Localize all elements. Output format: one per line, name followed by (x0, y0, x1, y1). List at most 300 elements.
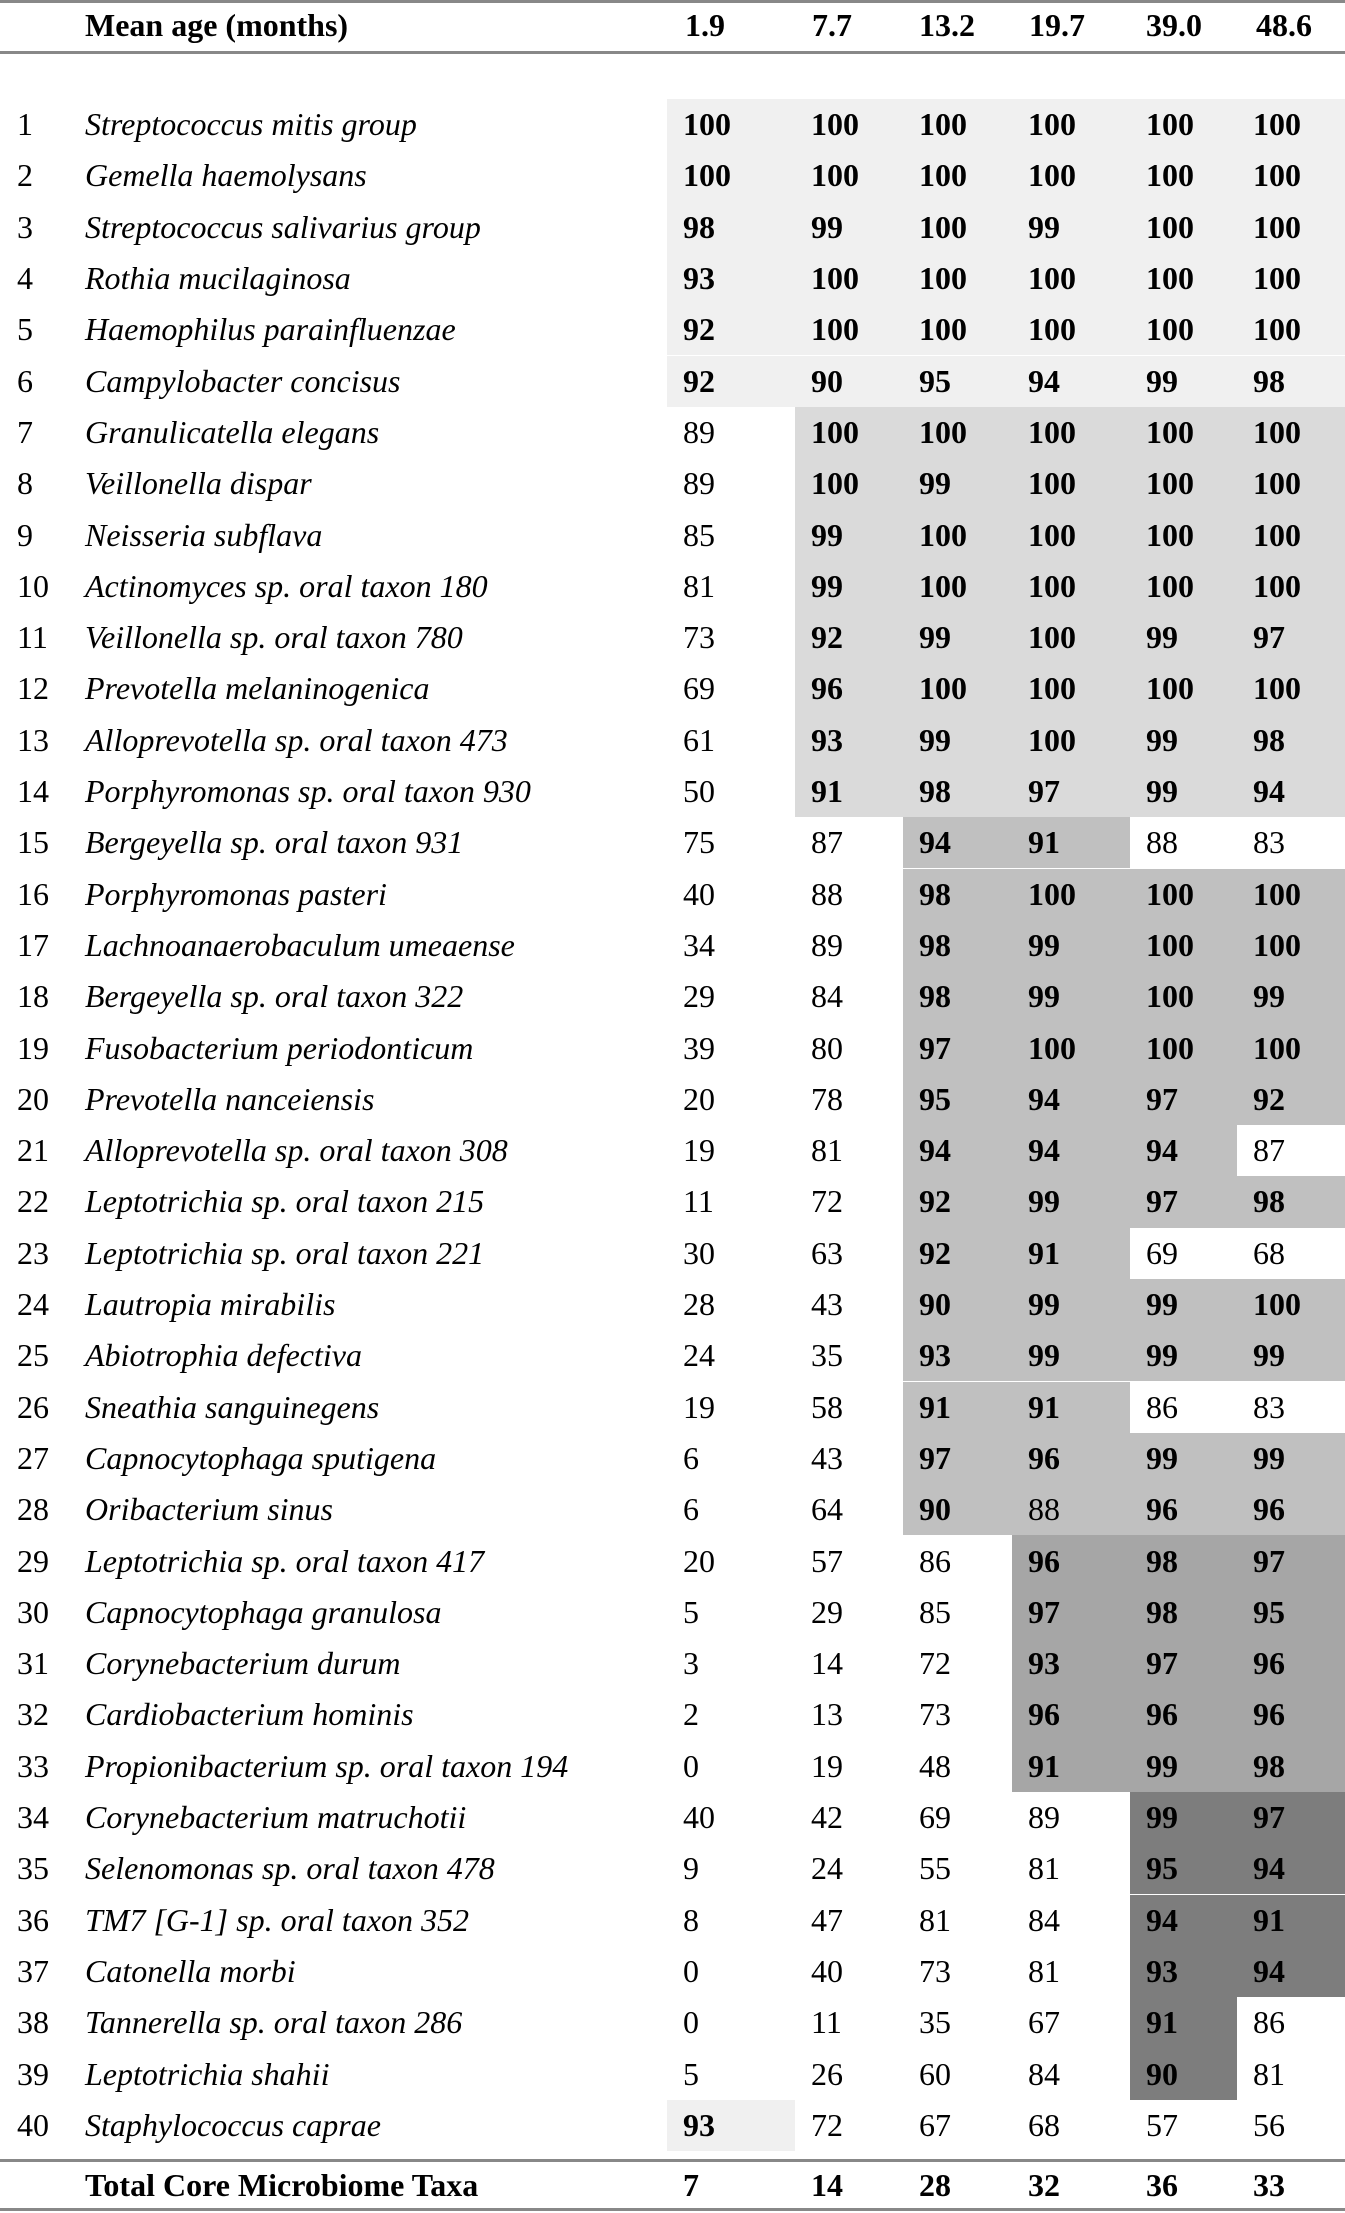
prevalence-cell: 29 (683, 978, 715, 1015)
row-number: 40 (17, 2106, 49, 2143)
prevalence-cell: 100 (1130, 150, 1237, 201)
taxon-name: Actinomyces sp. oral taxon 180 (85, 567, 488, 604)
prevalence-cell: 0 (683, 1952, 699, 1989)
prevalence-cell: 68 (1028, 2106, 1060, 2143)
prevalence-cell: 100 (1012, 715, 1130, 766)
prevalence-cell: 100 (903, 202, 1012, 253)
prevalence-cell: 5 (683, 2055, 699, 2092)
prevalence-cell: 40 (683, 875, 715, 912)
prevalence-cell: 100 (667, 99, 795, 150)
table-row (0, 1125, 1345, 1176)
prevalence-cell: 50 (683, 773, 715, 810)
prevalence-cell: 86 (1146, 1388, 1178, 1425)
prevalence-cell: 43 (811, 1439, 843, 1476)
taxon-name: Leptotrichia shahii (85, 2055, 330, 2092)
taxon-name: Granulicatella elegans (85, 413, 380, 450)
prevalence-cell: 92 (795, 612, 903, 663)
prevalence-cell: 99 (1130, 766, 1237, 817)
prevalence-cell: 100 (903, 509, 1012, 560)
table-row (0, 1484, 1345, 1535)
prevalence-cell: 68 (1253, 1234, 1285, 1271)
row-number: 32 (17, 1696, 49, 1733)
prevalence-cell: 28 (683, 1286, 715, 1323)
table-row (0, 1433, 1345, 1484)
prevalence-cell: 87 (811, 824, 843, 861)
taxon-name: Prevotella melaninogenica (85, 670, 430, 707)
prevalence-cell: 99 (1237, 1330, 1345, 1381)
prevalence-cell: 100 (1130, 1022, 1237, 1073)
row-number: 23 (17, 1234, 49, 1271)
row-number: 14 (17, 773, 49, 810)
prevalence-cell: 57 (1146, 2106, 1178, 2143)
row-number: 39 (17, 2055, 49, 2092)
row-number: 15 (17, 824, 49, 861)
taxon-name: Porphyromonas pasteri (85, 875, 387, 912)
row-number: 26 (17, 1388, 49, 1425)
prevalence-cell: 100 (1012, 663, 1130, 714)
taxon-name: Lachnoanaerobaculum umeaense (85, 926, 515, 963)
prevalence-cell: 100 (903, 150, 1012, 201)
prevalence-cell: 42 (811, 1799, 843, 1836)
header-label: Mean age (months) (85, 7, 349, 43)
prevalence-cell: 30 (683, 1234, 715, 1271)
header-age: 19.7 (1029, 7, 1085, 43)
prevalence-cell: 98 (903, 971, 1012, 1022)
taxon-name: Haemophilus parainfluenzae (85, 311, 456, 348)
prevalence-cell: 61 (683, 721, 715, 758)
prevalence-cell: 100 (903, 99, 1012, 150)
prevalence-cell: 96 (1130, 1484, 1237, 1535)
prevalence-cell: 84 (811, 978, 843, 1015)
prevalence-cell: 99 (1130, 1279, 1237, 1330)
row-number: 11 (17, 619, 48, 656)
prevalence-cell: 99 (1130, 1741, 1237, 1792)
prevalence-cell: 97 (1237, 612, 1345, 663)
table-row (0, 1022, 1345, 1073)
prevalence-cell: 100 (795, 150, 903, 201)
prevalence-cell: 100 (1130, 920, 1237, 971)
taxon-name: Bergeyella sp. oral taxon 322 (85, 978, 464, 1015)
prevalence-cell: 100 (1130, 304, 1237, 355)
prevalence-cell: 6 (683, 1439, 699, 1476)
table-row (0, 1997, 1345, 2048)
taxon-name: Leptotrichia sp. oral taxon 417 (85, 1542, 485, 1579)
taxon-name: Gemella haemolysans (85, 157, 367, 194)
taxon-name: Alloprevotella sp. oral taxon 473 (85, 721, 508, 758)
prevalence-cell: 100 (903, 663, 1012, 714)
prevalence-cell: 93 (1012, 1638, 1130, 1689)
prevalence-cell: 24 (811, 1850, 843, 1887)
row-number: 20 (17, 1080, 49, 1117)
taxon-name: Sneathia sanguinegens (85, 1388, 380, 1425)
prevalence-cell: 99 (1130, 356, 1237, 407)
total-value: 7 (683, 2166, 699, 2203)
prevalence-cell: 89 (811, 926, 843, 963)
prevalence-cell: 99 (795, 561, 903, 612)
prevalence-cell: 92 (903, 1228, 1012, 1279)
table-row (0, 253, 1345, 304)
prevalence-cell: 100 (1012, 509, 1130, 560)
prevalence-cell: 94 (1130, 1125, 1237, 1176)
row-number: 34 (17, 1799, 49, 1836)
table-row (0, 920, 1345, 971)
table-row (0, 304, 1345, 355)
prevalence-cell: 94 (1012, 356, 1130, 407)
taxon-name: Rothia mucilaginosa (85, 260, 351, 297)
prevalence-cell: 96 (1237, 1484, 1345, 1535)
prevalence-cell: 83 (1253, 1388, 1285, 1425)
prevalence-cell: 0 (683, 2004, 699, 2041)
prevalence-cell: 94 (903, 817, 1012, 868)
prevalence-cell: 91 (1012, 1741, 1130, 1792)
prevalence-cell: 64 (811, 1491, 843, 1528)
prevalence-cell: 91 (1012, 1228, 1130, 1279)
prevalence-cell: 88 (811, 875, 843, 912)
row-number: 5 (17, 311, 33, 348)
prevalence-cell: 100 (1237, 561, 1345, 612)
prevalence-cell: 100 (1130, 663, 1237, 714)
prevalence-cell: 100 (1130, 509, 1237, 560)
prevalence-cell: 81 (1028, 1850, 1060, 1887)
prevalence-cell: 96 (1012, 1433, 1130, 1484)
prevalence-cell: 99 (1130, 715, 1237, 766)
taxon-name: Cardiobacterium hominis (85, 1696, 414, 1733)
prevalence-cell: 20 (683, 1080, 715, 1117)
prevalence-cell: 99 (1012, 1176, 1130, 1227)
prevalence-cell: 100 (1012, 150, 1130, 201)
prevalence-cell: 2 (683, 1696, 699, 1733)
prevalence-cell: 35 (919, 2004, 951, 2041)
prevalence-cell: 91 (1130, 1997, 1237, 2048)
taxon-name: Streptococcus mitis group (85, 106, 417, 143)
prevalence-cell: 11 (811, 2004, 842, 2041)
row-number: 30 (17, 1593, 49, 1630)
prevalence-cell: 99 (795, 509, 903, 560)
table-row (0, 1741, 1345, 1792)
prevalence-cell: 94 (1130, 1895, 1237, 1946)
row-number: 6 (17, 362, 33, 399)
prevalence-cell: 6 (683, 1491, 699, 1528)
row-number: 31 (17, 1645, 49, 1682)
prevalence-cell: 94 (1012, 1125, 1130, 1176)
table-row (0, 1946, 1345, 1997)
prevalence-cell: 80 (811, 1029, 843, 1066)
prevalence-cell: 99 (1012, 920, 1130, 971)
prevalence-cell: 96 (1012, 1689, 1130, 1740)
prevalence-cell: 99 (1130, 612, 1237, 663)
prevalence-cell: 99 (903, 612, 1012, 663)
prevalence-cell: 19 (811, 1747, 843, 1784)
taxon-name: Veillonella dispar (85, 465, 312, 502)
prevalence-cell: 97 (1237, 1792, 1345, 1843)
prevalence-cell: 98 (1237, 356, 1345, 407)
prevalence-cell: 98 (667, 202, 795, 253)
prevalence-cell: 98 (1237, 715, 1345, 766)
row-number: 27 (17, 1439, 49, 1476)
prevalence-cell: 89 (683, 465, 715, 502)
prevalence-cell: 95 (1130, 1843, 1237, 1894)
prevalence-cell: 100 (1237, 150, 1345, 201)
prevalence-cell: 13 (811, 1696, 843, 1733)
taxon-name: Selenomonas sp. oral taxon 478 (85, 1850, 495, 1887)
row-number: 13 (17, 721, 49, 758)
prevalence-cell: 20 (683, 1542, 715, 1579)
total-value: 28 (919, 2166, 951, 2203)
prevalence-cell: 48 (919, 1747, 951, 1784)
prevalence-cell: 97 (1130, 1176, 1237, 1227)
prevalence-cell: 81 (1253, 2055, 1285, 2092)
taxon-name: Campylobacter concisus (85, 362, 401, 399)
prevalence-cell: 69 (1146, 1234, 1178, 1271)
table-row (0, 150, 1345, 201)
header-age: 1.9 (685, 7, 725, 43)
table-row (0, 1792, 1345, 1843)
prevalence-cell: 60 (919, 2055, 951, 2092)
table-row (0, 202, 1345, 253)
table-row (0, 1638, 1345, 1689)
prevalence-cell: 40 (683, 1799, 715, 1836)
prevalence-cell: 100 (903, 561, 1012, 612)
prevalence-cell: 96 (795, 663, 903, 714)
prevalence-cell: 78 (811, 1080, 843, 1117)
prevalence-cell: 96 (1237, 1689, 1345, 1740)
row-number: 1 (17, 106, 33, 143)
prevalence-cell: 98 (1130, 1587, 1237, 1638)
prevalence-cell: 100 (1237, 99, 1345, 150)
row-number: 16 (17, 875, 49, 912)
prevalence-cell: 57 (811, 1542, 843, 1579)
taxon-name: Propionibacterium sp. oral taxon 194 (85, 1747, 569, 1784)
table-row (0, 817, 1345, 868)
prevalence-cell: 55 (919, 1850, 951, 1887)
prevalence-cell: 81 (919, 1901, 951, 1938)
prevalence-cell: 8 (683, 1901, 699, 1938)
prevalence-cell: 94 (1237, 1843, 1345, 1894)
prevalence-cell: 100 (1237, 869, 1345, 920)
prevalence-cell: 88 (1146, 824, 1178, 861)
row-number: 19 (17, 1029, 49, 1066)
prevalence-cell: 100 (795, 407, 903, 458)
row-number: 29 (17, 1542, 49, 1579)
total-label: Total Core Microbiome Taxa (85, 2166, 479, 2203)
prevalence-cell: 100 (1237, 304, 1345, 355)
prevalence-cell: 67 (1028, 2004, 1060, 2041)
prevalence-cell: 100 (1237, 253, 1345, 304)
prevalence-cell: 97 (1012, 766, 1130, 817)
prevalence-cell: 97 (1012, 1587, 1130, 1638)
prevalence-cell: 99 (903, 715, 1012, 766)
prevalence-cell: 90 (1130, 2048, 1237, 2099)
prevalence-cell: 94 (1237, 1946, 1345, 1997)
prevalence-cell: 96 (1237, 1638, 1345, 1689)
header-rule (0, 51, 1345, 54)
table-row (0, 971, 1345, 1022)
prevalence-cell: 19 (683, 1132, 715, 1169)
prevalence-cell: 100 (795, 253, 903, 304)
row-number: 9 (17, 516, 33, 553)
taxon-name: Streptococcus salivarius group (85, 208, 481, 245)
prevalence-cell: 100 (1237, 1279, 1345, 1330)
prevalence-cell: 39 (683, 1029, 715, 1066)
row-number: 33 (17, 1747, 49, 1784)
total-value: 36 (1146, 2166, 1178, 2203)
table-row (0, 2048, 1345, 2099)
total-value: 14 (811, 2166, 843, 2203)
prevalence-cell: 96 (1012, 1535, 1130, 1586)
prevalence-cell: 9 (683, 1850, 699, 1887)
prevalence-cell: 91 (795, 766, 903, 817)
prevalence-cell: 73 (683, 619, 715, 656)
prevalence-cell: 100 (1012, 561, 1130, 612)
table-row (0, 1330, 1345, 1381)
row-number: 2 (17, 157, 33, 194)
prevalence-cell: 14 (811, 1645, 843, 1682)
taxon-name: Corynebacterium durum (85, 1645, 401, 1682)
prevalence-cell: 97 (1130, 1074, 1237, 1125)
prevalence-cell: 11 (683, 1183, 714, 1220)
taxon-name: Staphylococcus caprae (85, 2106, 381, 2143)
row-number: 8 (17, 465, 33, 502)
taxon-name: Capnocytophaga granulosa (85, 1593, 442, 1630)
table-row (0, 1279, 1345, 1330)
row-number: 28 (17, 1491, 49, 1528)
prevalence-cell: 24 (683, 1337, 715, 1374)
table-row (0, 612, 1345, 663)
prevalence-cell: 93 (667, 2100, 795, 2151)
prevalence-cell: 100 (1237, 458, 1345, 509)
table-row (0, 1535, 1345, 1586)
prevalence-cell: 98 (1237, 1741, 1345, 1792)
prevalence-cell: 100 (1012, 458, 1130, 509)
table-row (0, 715, 1345, 766)
prevalence-cell: 91 (903, 1382, 1012, 1433)
prevalence-cell: 47 (811, 1901, 843, 1938)
taxon-name: Capnocytophaga sputigena (85, 1439, 437, 1476)
table-row (0, 766, 1345, 817)
prevalence-cell: 98 (903, 766, 1012, 817)
prevalence-cell: 99 (1237, 1433, 1345, 1484)
prevalence-cell: 100 (1237, 202, 1345, 253)
prevalence-cell: 84 (1028, 2055, 1060, 2092)
table-row (0, 99, 1345, 150)
prevalence-cell: 81 (683, 567, 715, 604)
prevalence-cell: 72 (919, 1645, 951, 1682)
prevalence-cell: 100 (1012, 407, 1130, 458)
prevalence-cell: 0 (683, 1747, 699, 1784)
taxon-name: Corynebacterium matruchotii (85, 1799, 467, 1836)
row-number: 37 (17, 1952, 49, 1989)
taxon-name: Veillonella sp. oral taxon 780 (85, 619, 463, 656)
prevalence-cell: 100 (1130, 407, 1237, 458)
table-row (0, 1843, 1345, 1894)
prevalence-cell: 90 (903, 1279, 1012, 1330)
prevalence-cell: 58 (811, 1388, 843, 1425)
taxon-name: Tannerella sp. oral taxon 286 (85, 2004, 463, 2041)
total-value: 32 (1028, 2166, 1060, 2203)
table-row (0, 356, 1345, 407)
row-number: 38 (17, 2004, 49, 2041)
table-row (0, 869, 1345, 920)
prevalence-cell: 93 (1130, 1946, 1237, 1997)
prevalence-cell: 97 (1130, 1638, 1237, 1689)
taxon-name: TM7 [G-1] sp. oral taxon 352 (85, 1901, 470, 1938)
prevalence-cell: 94 (1237, 766, 1345, 817)
table-row (0, 509, 1345, 560)
prevalence-cell: 40 (811, 1952, 843, 1989)
header-age: 7.7 (812, 7, 852, 43)
row-number: 4 (17, 260, 33, 297)
prevalence-cell: 100 (1012, 304, 1130, 355)
table-row (0, 458, 1345, 509)
row-number: 21 (17, 1132, 49, 1169)
prevalence-cell: 94 (903, 1125, 1012, 1176)
taxon-name: Abiotrophia defectiva (85, 1337, 362, 1374)
table-row (0, 1074, 1345, 1125)
prevalence-cell: 92 (903, 1176, 1012, 1227)
total-value: 33 (1253, 2166, 1285, 2203)
taxon-name: Oribacterium sinus (85, 1491, 333, 1528)
prevalence-cell: 95 (903, 356, 1012, 407)
prevalence-cell: 100 (667, 150, 795, 201)
row-number: 3 (17, 208, 33, 245)
prevalence-cell: 5 (683, 1593, 699, 1630)
table-row (0, 1587, 1345, 1638)
taxon-name: Neisseria subflava (85, 516, 323, 553)
prevalence-cell: 34 (683, 926, 715, 963)
prevalence-cell: 67 (919, 2106, 951, 2143)
table-row (0, 407, 1345, 458)
prevalence-cell: 88 (1012, 1484, 1130, 1535)
prevalence-cell: 93 (903, 1330, 1012, 1381)
prevalence-cell: 43 (811, 1286, 843, 1323)
prevalence-cell: 84 (1028, 1901, 1060, 1938)
prevalence-cell: 98 (1237, 1176, 1345, 1227)
prevalence-cell: 69 (683, 670, 715, 707)
prevalence-cell: 100 (1237, 663, 1345, 714)
prevalence-cell: 86 (919, 1542, 951, 1579)
prevalence-cell: 72 (811, 1183, 843, 1220)
prevalence-cell: 73 (919, 1696, 951, 1733)
prevalence-cell: 97 (1237, 1535, 1345, 1586)
row-number: 24 (17, 1286, 49, 1323)
prevalence-cell: 73 (919, 1952, 951, 1989)
prevalence-cell: 99 (1012, 1330, 1130, 1381)
prevalence-cell: 100 (903, 407, 1012, 458)
prevalence-cell: 98 (903, 869, 1012, 920)
prevalence-cell: 92 (667, 304, 795, 355)
prevalence-cell: 100 (1012, 869, 1130, 920)
prevalence-cell: 81 (1028, 1952, 1060, 1989)
prevalence-cell: 99 (1012, 971, 1130, 1022)
table-row (0, 2100, 1345, 2151)
prevalence-cell: 100 (903, 253, 1012, 304)
prevalence-cell: 92 (667, 356, 795, 407)
prevalence-cell: 81 (811, 1132, 843, 1169)
prevalence-cell: 56 (1253, 2106, 1285, 2143)
prevalence-cell: 75 (683, 824, 715, 861)
row-number: 18 (17, 978, 49, 1015)
prevalence-cell: 69 (919, 1799, 951, 1836)
taxon-name: Alloprevotella sp. oral taxon 308 (85, 1132, 508, 1169)
prevalence-cell: 100 (1130, 458, 1237, 509)
prevalence-cell: 89 (1028, 1799, 1060, 1836)
taxon-name: Leptotrichia sp. oral taxon 221 (85, 1234, 485, 1271)
prevalence-cell: 85 (683, 516, 715, 553)
table-row (0, 561, 1345, 612)
prevalence-cell: 97 (903, 1433, 1012, 1484)
prevalence-cell: 99 (903, 458, 1012, 509)
prevalence-cell: 99 (1130, 1433, 1237, 1484)
